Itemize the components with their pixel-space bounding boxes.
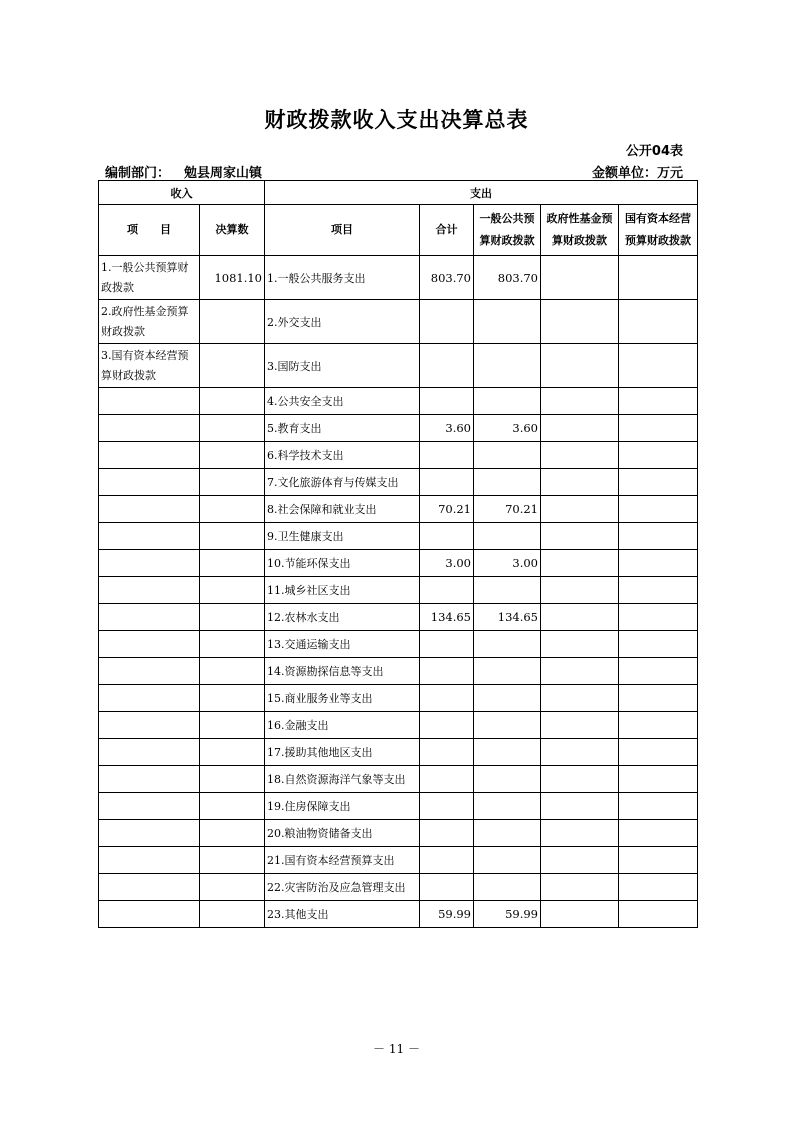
income-item-cell: 2.政府性基金预算财政拨款 (99, 300, 200, 344)
expense-total-cell (420, 874, 474, 901)
table-row (99, 550, 698, 577)
table-row (99, 874, 698, 901)
income-amount-cell (200, 550, 265, 577)
general-budget-cell (474, 442, 541, 469)
expense-total-cell (420, 344, 474, 388)
income-amount-cell (200, 901, 265, 928)
gov-fund-cell (541, 766, 619, 793)
income-item-cell (99, 712, 200, 739)
state-capital-cell (619, 658, 698, 685)
table-row (99, 469, 698, 496)
general-budget-cell: 803.70 (474, 256, 541, 300)
table-row (99, 766, 698, 793)
gov-fund-cell (541, 496, 619, 523)
gov-fund-cell (541, 550, 619, 577)
expense-total-cell (420, 300, 474, 344)
income-item-cell (99, 550, 200, 577)
table-row (99, 685, 698, 712)
income-amount-cell (200, 415, 265, 442)
expense-total-cell (420, 712, 474, 739)
income-item-cell (99, 631, 200, 658)
expense-item-cell: 22.灾害防治及应急管理支出 (265, 874, 420, 901)
table-row (99, 577, 698, 604)
expense-total-cell (420, 685, 474, 712)
income-amount-cell (200, 874, 265, 901)
income-amount-cell (200, 300, 265, 344)
expense-item-cell: 11.城乡社区支出 (265, 577, 420, 604)
general-budget-cell (474, 469, 541, 496)
table-row (99, 631, 698, 658)
general-budget-cell (474, 739, 541, 766)
state-capital-cell (619, 712, 698, 739)
state-capital-cell (619, 496, 698, 523)
expense-item-cell: 1.一般公共服务支出 (265, 256, 420, 300)
state-capital-cell (619, 550, 698, 577)
dept-label: 编制部门： (105, 166, 171, 181)
expense-total-cell: 59.99 (420, 901, 474, 928)
gov-fund-cell (541, 344, 619, 388)
general-budget-cell (474, 344, 541, 388)
general-budget-cell (474, 793, 541, 820)
state-capital-cell (619, 901, 698, 928)
gov-fund-cell (541, 523, 619, 550)
gov-fund-cell (541, 793, 619, 820)
expense-item-cell: 2.外交支出 (265, 300, 420, 344)
table-row (99, 344, 698, 388)
general-budget-cell (474, 766, 541, 793)
income-amount-cell (200, 739, 265, 766)
expense-total-cell (420, 658, 474, 685)
expense-total-cell (420, 847, 474, 874)
header-row-1 (99, 181, 698, 205)
expense-total-cell (420, 739, 474, 766)
state-capital-cell (619, 820, 698, 847)
expense-total-cell (420, 766, 474, 793)
income-amount-cell (200, 712, 265, 739)
expense-total-cell: 803.70 (420, 256, 474, 300)
income-item-cell (99, 793, 200, 820)
gov-fund-cell (541, 658, 619, 685)
income-item-cell (99, 496, 200, 523)
general-budget-cell (474, 300, 541, 344)
state-capital-cell (619, 631, 698, 658)
gov-fund-cell (541, 604, 619, 631)
expense-total-cell (420, 442, 474, 469)
expense-total-cell (420, 388, 474, 415)
state-capital-cell (619, 300, 698, 344)
income-item-cell (99, 469, 200, 496)
header-income-item: 项 目 (99, 205, 200, 256)
header-expense-item: 项目 (265, 205, 420, 256)
gov-fund-cell (541, 712, 619, 739)
income-item-cell (99, 577, 200, 604)
header-income: 收入 (99, 181, 265, 205)
income-item-cell (99, 388, 200, 415)
header-income-amount: 决算数 (200, 205, 265, 256)
expense-total-cell: 134.65 (420, 604, 474, 631)
header-general-budget: 一般公共预算财政拨款 (474, 205, 541, 256)
header-expense-total: 合计 (420, 205, 474, 256)
income-item-cell: 1.一般公共预算财政拨款 (99, 256, 200, 300)
income-item-cell (99, 604, 200, 631)
state-capital-cell (619, 874, 698, 901)
table-row (99, 523, 698, 550)
table-row (99, 442, 698, 469)
expense-total-cell: 70.21 (420, 496, 474, 523)
state-capital-cell (619, 685, 698, 712)
state-capital-cell (619, 577, 698, 604)
gov-fund-cell (541, 820, 619, 847)
expense-total-cell (420, 793, 474, 820)
gov-fund-cell (541, 739, 619, 766)
general-budget-cell: 134.65 (474, 604, 541, 631)
form-number: 公开04表 (625, 144, 683, 159)
expense-total-cell: 3.60 (420, 415, 474, 442)
income-item-cell (99, 739, 200, 766)
income-amount-cell (200, 793, 265, 820)
income-item-cell (99, 901, 200, 928)
income-amount-cell (200, 631, 265, 658)
table-row (99, 793, 698, 820)
gov-fund-cell (541, 631, 619, 658)
dept-info (105, 162, 262, 181)
income-amount-cell (200, 388, 265, 415)
expense-item-cell: 3.国防支出 (265, 344, 420, 388)
gov-fund-cell (541, 469, 619, 496)
expense-item-cell: 18.自然资源海洋气象等支出 (265, 766, 420, 793)
expense-item-cell: 10.节能环保支出 (265, 550, 420, 577)
expense-item-cell: 21.国有资本经营预算支出 (265, 847, 420, 874)
income-amount-cell (200, 496, 265, 523)
expense-item-cell: 16.金融支出 (265, 712, 420, 739)
expense-total-cell (420, 469, 474, 496)
gov-fund-cell (541, 847, 619, 874)
general-budget-cell (474, 577, 541, 604)
expense-total-cell (420, 820, 474, 847)
income-amount-cell (200, 604, 265, 631)
general-budget-cell (474, 712, 541, 739)
table-row (99, 300, 698, 344)
general-budget-cell (474, 847, 541, 874)
general-budget-cell (474, 820, 541, 847)
general-budget-cell: 3.00 (474, 550, 541, 577)
expense-item-cell: 8.社会保障和就业支出 (265, 496, 420, 523)
state-capital-cell (619, 847, 698, 874)
expense-item-cell: 20.粮油物资储备支出 (265, 820, 420, 847)
state-capital-cell (619, 344, 698, 388)
state-capital-cell (619, 256, 698, 300)
gov-fund-cell (541, 901, 619, 928)
dept-name: 勉县周家山镇 (184, 166, 263, 181)
expense-total-cell (420, 523, 474, 550)
table-row (99, 820, 698, 847)
income-amount-cell (200, 847, 265, 874)
state-capital-cell (619, 388, 698, 415)
income-amount-cell (200, 820, 265, 847)
general-budget-cell: 70.21 (474, 496, 541, 523)
general-budget-cell: 3.60 (474, 415, 541, 442)
expense-total-cell (420, 631, 474, 658)
income-item-cell (99, 820, 200, 847)
income-amount-cell (200, 344, 265, 388)
income-amount-cell (200, 469, 265, 496)
expense-item-cell: 12.农林水支出 (265, 604, 420, 631)
gov-fund-cell (541, 874, 619, 901)
table-row (99, 496, 698, 523)
income-item-cell (99, 847, 200, 874)
expense-total-cell: 3.00 (420, 550, 474, 577)
gov-fund-cell (541, 577, 619, 604)
state-capital-cell (619, 469, 698, 496)
header-state-capital: 国有资本经营预算财政拨款 (619, 205, 698, 256)
general-budget-cell (474, 874, 541, 901)
expense-total-cell (420, 577, 474, 604)
general-budget-cell (474, 685, 541, 712)
income-item-cell (99, 523, 200, 550)
expense-item-cell: 9.卫生健康支出 (265, 523, 420, 550)
state-capital-cell (619, 415, 698, 442)
gov-fund-cell (541, 300, 619, 344)
gov-fund-cell (541, 256, 619, 300)
state-capital-cell (619, 604, 698, 631)
expense-item-cell: 6.科学技术支出 (265, 442, 420, 469)
general-budget-cell (474, 658, 541, 685)
general-budget-cell: 59.99 (474, 901, 541, 928)
header-row-2 (99, 205, 698, 256)
gov-fund-cell (541, 442, 619, 469)
header-expense: 支出 (265, 181, 698, 205)
state-capital-cell (619, 739, 698, 766)
table-row (99, 388, 698, 415)
unit-label: 金额单位：万元 (591, 166, 683, 181)
table-row (99, 901, 698, 928)
income-amount-cell (200, 766, 265, 793)
income-item-cell (99, 415, 200, 442)
table-row (99, 847, 698, 874)
expense-item-cell: 7.文化旅游体育与传媒支出 (265, 469, 420, 496)
income-item-cell (99, 442, 200, 469)
state-capital-cell (619, 793, 698, 820)
gov-fund-cell (541, 685, 619, 712)
gov-fund-cell (541, 388, 619, 415)
income-item-cell: 3.国有资本经营预算财政拨款 (99, 344, 200, 388)
expense-item-cell: 19.住房保障支出 (265, 793, 420, 820)
table-row (99, 712, 698, 739)
income-amount-cell (200, 442, 265, 469)
expense-item-cell: 4.公共安全支出 (265, 388, 420, 415)
state-capital-cell (619, 766, 698, 793)
expense-item-cell: 17.援助其他地区支出 (265, 739, 420, 766)
budget-table (98, 180, 698, 928)
table-row (99, 415, 698, 442)
income-amount-cell (200, 685, 265, 712)
income-amount-cell (200, 523, 265, 550)
page-title: 财政拨款收入支出决算总表 (264, 108, 529, 132)
income-item-cell (99, 658, 200, 685)
expense-item-cell: 14.资源勘探信息等支出 (265, 658, 420, 685)
expense-item-cell: 5.教育支出 (265, 415, 420, 442)
general-budget-cell (474, 631, 541, 658)
general-budget-cell (474, 388, 541, 415)
table-row (99, 604, 698, 631)
income-amount-cell (200, 658, 265, 685)
state-capital-cell (619, 442, 698, 469)
expense-item-cell: 23.其他支出 (265, 901, 420, 928)
income-item-cell (99, 874, 200, 901)
table-row (99, 658, 698, 685)
income-amount-cell (200, 577, 265, 604)
income-amount-cell: 1081.10 (200, 256, 265, 300)
income-item-cell (99, 685, 200, 712)
expense-item-cell: 15.商业服务业等支出 (265, 685, 420, 712)
table-row (99, 256, 698, 300)
header-gov-fund: 政府性基金预算财政拨款 (541, 205, 619, 256)
page-number: － 11 － (373, 1042, 420, 1056)
expense-item-cell: 13.交通运输支出 (265, 631, 420, 658)
state-capital-cell (619, 523, 698, 550)
gov-fund-cell (541, 415, 619, 442)
income-item-cell (99, 766, 200, 793)
table-row (99, 739, 698, 766)
general-budget-cell (474, 523, 541, 550)
